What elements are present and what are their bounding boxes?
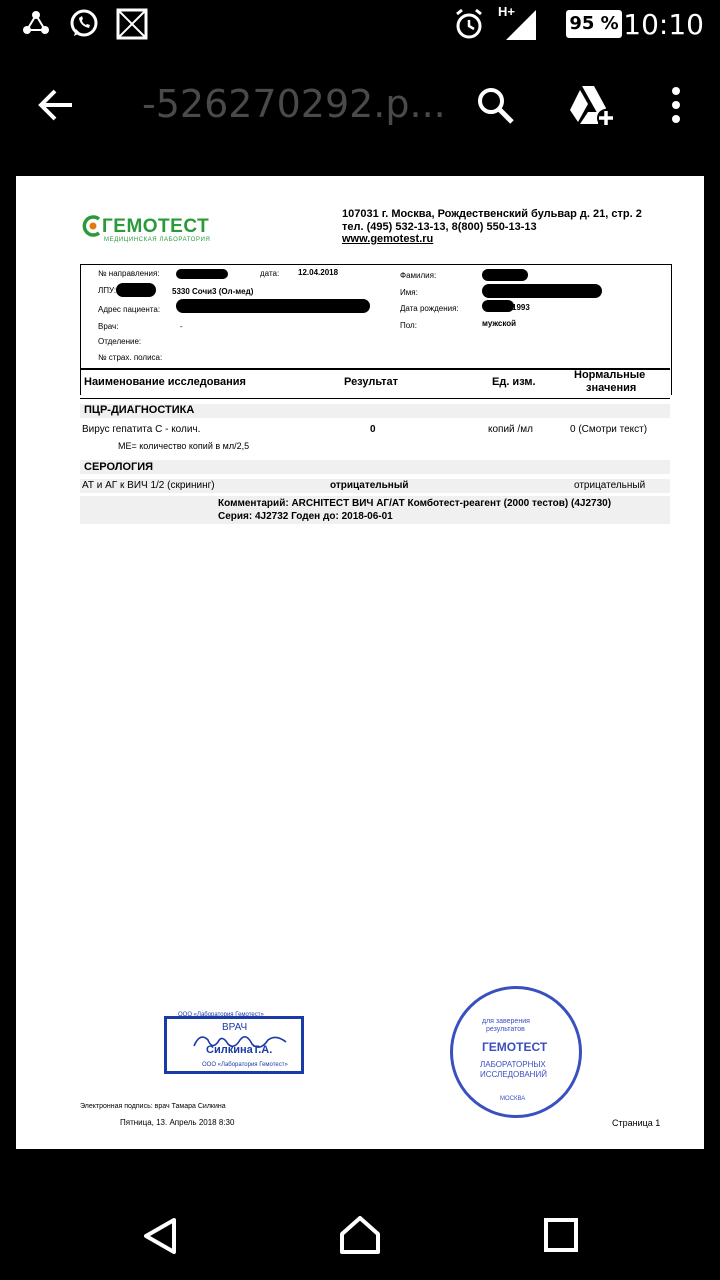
redaction: [482, 284, 602, 298]
test-normal-hcv: 0 (Смотри текст): [570, 424, 648, 435]
seal-city: МОСКВА: [500, 1096, 526, 1102]
date-value: 12.04.2018: [298, 268, 339, 277]
network-type: H+: [498, 4, 515, 19]
nav-home-icon[interactable]: [338, 1214, 382, 1256]
sex-label: Пол:: [400, 321, 417, 330]
logo-subtitle: МЕДИЦИНСКАЯ ЛАБОРАТОРИЯ: [104, 237, 211, 243]
referral-label: № направления:: [98, 269, 160, 278]
alarm-icon: [454, 8, 484, 40]
department-label: Отделение:: [98, 337, 142, 346]
redaction: [116, 283, 156, 297]
comment-line-1: Комментарий: ARCHITECT ВИЧ АГ/АТ Комботест-реагент (2000 тестов) (4J2730): [218, 498, 612, 509]
gemotest-logo-icon: [80, 214, 102, 240]
redaction: [176, 299, 370, 313]
name-label: Имя:: [400, 288, 418, 297]
app-bar: [0, 50, 720, 160]
page-number: Страница 1: [612, 1118, 661, 1128]
document-title: -526270292.p...: [142, 82, 446, 126]
section-serology: СЕРОЛОГИЯ: [84, 461, 154, 473]
search-icon[interactable]: [476, 86, 516, 126]
test-normal-hiv: отрицательный: [574, 480, 646, 491]
comment-line-2: Серия: 4J2732 Годен до: 2018-06-01: [218, 511, 393, 522]
printed-date: Пятница, 13. Апрель 2018 8:30: [120, 1118, 235, 1127]
lab-website[interactable]: www.gemotest.ru: [342, 233, 434, 245]
stamp-rect-role: ВРАЧ: [222, 1022, 248, 1033]
battery-indicator: 95 %: [566, 10, 622, 38]
stamp-rect-name: СилкинаТ.А.: [206, 1044, 273, 1056]
signal-icon: [504, 10, 538, 40]
doctor-value: -: [180, 322, 183, 331]
test-result-hcv: 0: [370, 424, 376, 435]
arrow-back-icon[interactable]: [38, 88, 74, 122]
seal-line-1: для заверения: [482, 1018, 530, 1025]
redaction: [176, 269, 228, 279]
section-pcr: ПЦР-ДИАГНОСТИКА: [84, 404, 195, 416]
section-band: [80, 460, 670, 474]
col-name: Наименование исследования: [84, 376, 246, 388]
nav-recents-icon[interactable]: [544, 1218, 578, 1252]
col-result: Результат: [344, 376, 399, 388]
lab-address: 107031 г. Москва, Рождественский бульвар д. 21, стр. 2: [342, 208, 642, 220]
test-result-hiv: отрицательный: [330, 480, 409, 491]
more-vert-icon[interactable]: [670, 86, 682, 126]
redaction: [482, 300, 514, 312]
col-normal-1: Нормальные: [574, 369, 646, 381]
lpu-value: 5330 Сочи3 (Ол-мед): [172, 287, 254, 296]
doctor-label: Врач:: [98, 322, 119, 331]
lpu-label: ЛПУ:: [98, 286, 117, 295]
esign-line: Электронная подпись: врач Тамара Силкина: [80, 1103, 226, 1110]
birth-label: Дата рождения:: [400, 304, 459, 313]
status-bar: [0, 0, 720, 50]
nav-back-icon[interactable]: [142, 1216, 178, 1256]
whatsapp-icon: [68, 8, 100, 40]
stamp-rect-bottom: ООО «Лаборатория Гемотест»: [202, 1062, 288, 1068]
navigation-bar: [0, 1160, 720, 1280]
document-page[interactable]: [16, 176, 704, 1149]
test-note-hcv: МЕ= количество копий в мл/2,5: [118, 441, 250, 451]
col-normal-2: значения: [586, 382, 637, 394]
seal-line-2: результатов: [486, 1026, 525, 1033]
test-name-hcv: Вирус гепатита С - колич.: [82, 424, 201, 435]
date-label: дата:: [260, 269, 280, 278]
stamp-rect-top: ООО «Лаборатория Гемотест»: [178, 1012, 264, 1018]
address-label: Адрес пациента:: [98, 305, 161, 314]
test-unit-hcv: копий /мл: [488, 424, 533, 435]
share-icon: [22, 10, 50, 38]
lab-phone: тел. (495) 532-13-13, 8(800) 550-13-13: [342, 221, 537, 233]
logo-text: ГЕМОТЕСТ: [102, 216, 210, 237]
redaction: [482, 269, 528, 281]
surname-label: Фамилия:: [400, 271, 437, 280]
clock: 10:10: [623, 8, 704, 41]
seal-brand: ГЕМОТЕСТ: [482, 1040, 548, 1054]
col-unit: Ед. изм.: [492, 376, 536, 388]
insurance-label: № страх. полиса:: [98, 353, 163, 362]
gallery-icon: [116, 8, 148, 40]
seal-line-3: ЛАБОРАТОРНЫХ: [480, 1060, 546, 1069]
test-name-hiv: АТ и АГ к ВИЧ 1/2 (скрининг): [82, 480, 215, 491]
sex-value: мужской: [482, 319, 517, 328]
birth-value: 1993: [512, 303, 530, 312]
drive-add-icon[interactable]: [568, 84, 616, 128]
seal-line-4: ИССЛЕДОВАНИЙ: [480, 1070, 547, 1079]
